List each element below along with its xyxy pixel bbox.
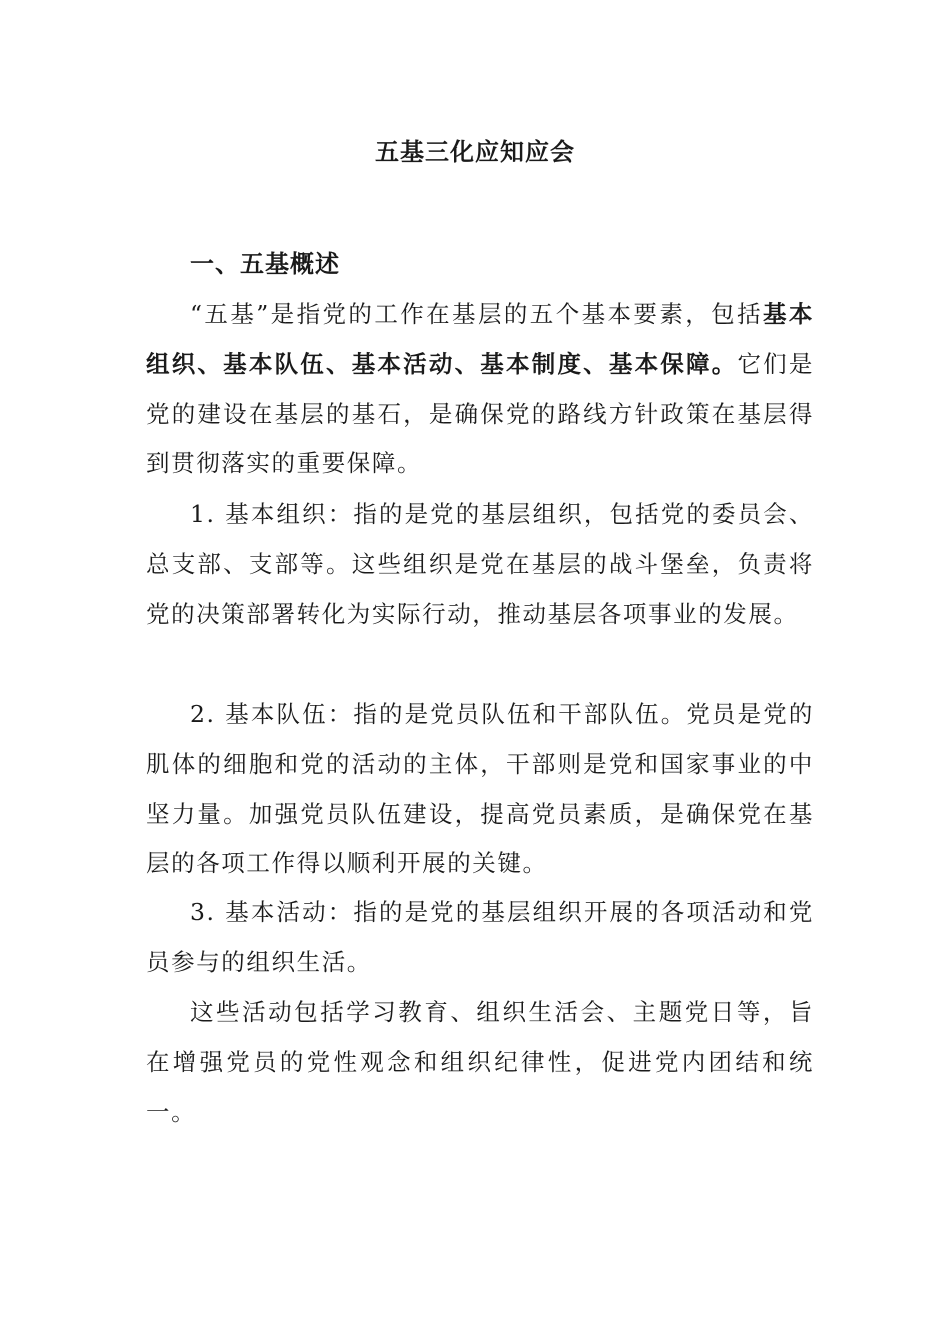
intro-emphasis: 基本组织、基本队伍、基本活动、基本制度、基本保障。	[146, 300, 814, 378]
intro-lead: “五基”是指党的工作在基层的五个基本要素，包括	[190, 300, 763, 328]
item-basic-organization: 1. 基本组织：指的是党的基层组织，包括党的委员会、总支部、支部等。这些组织是党在基层的战斗堡垒，负责将党的决策部署转化为实际行动，推动基层各项事业的发展。	[146, 500, 814, 628]
item-basic-team: 2. 基本队伍：指的是党员队伍和干部队伍。党员是党的肌体的细胞和党的活动的主体，干部则是党和国家事业的中坚力量。加强党员队伍建设，提高党员素质，是确保党在基层的各项工作得以顺利开展的关键。	[146, 700, 814, 878]
item-basic-activity: 3. 基本活动：指的是党的基层组织开展的各项活动和党员参与的组织生活。	[146, 898, 814, 976]
section-heading: 一、五基概述	[190, 249, 340, 278]
intro-tail: 它们是党的建设在基层的基石，是确保党的路线方针政策在基层得到贯彻落实的重要保障。	[146, 349, 814, 478]
intro-paragraph	[146, 290, 814, 489]
closing-paragraph: 这些活动包括学习教育、组织生活会、主题党日等，旨在增强党员的党性观念和组织纪律性，促进党内团结和统一。	[146, 998, 814, 1126]
document-title: 五基三化应知应会	[375, 137, 575, 166]
